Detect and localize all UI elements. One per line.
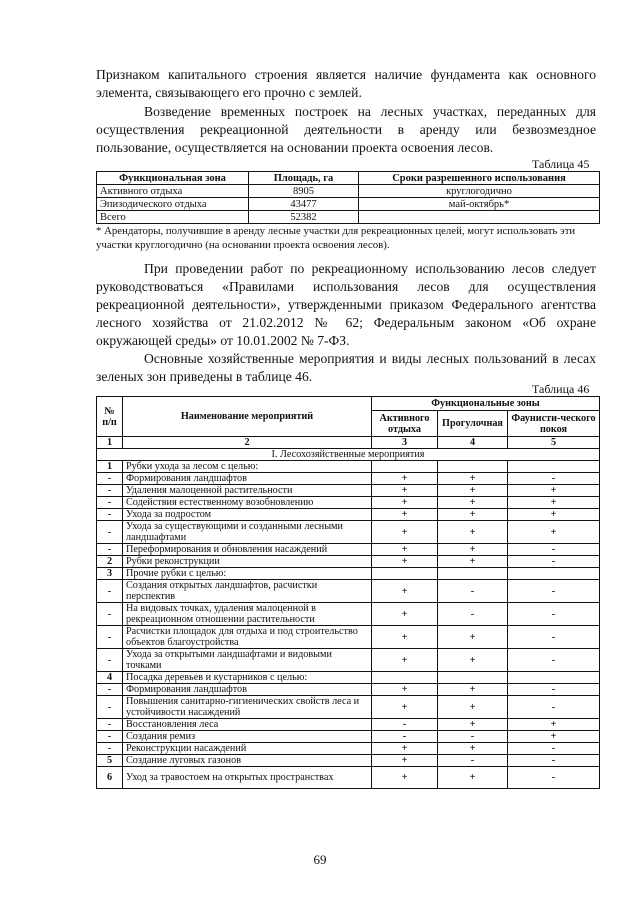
table46-mark-walking: + xyxy=(438,473,508,485)
table46-row-number: - xyxy=(97,603,123,626)
table46-row-name: Удаления малоценной растительности xyxy=(123,485,372,497)
table45-header-period: Сроки разрешенного использования xyxy=(359,172,600,185)
table46-mark-fauna: - xyxy=(508,580,600,603)
table45-area: 52382 xyxy=(249,211,359,224)
table46-mark-active: + xyxy=(372,743,438,755)
table46-row-number: 5 xyxy=(97,755,123,767)
table45-zone: Всего xyxy=(97,211,249,224)
table46-mark-walking: + xyxy=(438,767,508,789)
table46-row-name: Повышения санитарно-гигиенических свойств леса и устойчивости насаждений xyxy=(123,696,372,719)
table46-row xyxy=(97,649,600,672)
table46-mark-walking: + xyxy=(438,684,508,696)
table46-mark-active xyxy=(372,461,438,473)
table46-mark-active: + xyxy=(372,626,438,649)
table46-mark-fauna: - xyxy=(508,603,600,626)
table46-mark-walking: + xyxy=(438,509,508,521)
table46-mark-walking: + xyxy=(438,626,508,649)
table46-row-name: Восстановления леса xyxy=(123,719,372,731)
table45-row xyxy=(97,185,600,198)
table46-colnum: 4 xyxy=(438,437,508,449)
table45-header-area: Площадь, га xyxy=(249,172,359,185)
table46-mark-fauna xyxy=(508,461,600,473)
table46-caption: Таблица 46 xyxy=(532,382,590,396)
table46-colnum: 5 xyxy=(508,437,600,449)
table46-row xyxy=(97,603,600,626)
table45-header-row xyxy=(97,172,600,185)
table46-mark-fauna: - xyxy=(508,649,600,672)
table46-section-row xyxy=(97,449,600,461)
table46-row xyxy=(97,755,600,767)
table46-row xyxy=(97,521,600,544)
table46-row-name: Создания ремиз xyxy=(123,731,372,743)
table46-row-name: Ухода за подростом xyxy=(123,509,372,521)
table46-mark-fauna: + xyxy=(508,719,600,731)
table46-row xyxy=(97,731,600,743)
table46-mark-walking: + xyxy=(438,485,508,497)
table46-row xyxy=(97,473,600,485)
table46-section-title: I. Лесохозяйственные мероприятия xyxy=(97,449,600,461)
table46-mark-fauna: - xyxy=(508,626,600,649)
table46-mark-active: - xyxy=(372,719,438,731)
table46-row xyxy=(97,568,600,580)
table46-colnum-row xyxy=(97,437,600,449)
table46-row xyxy=(97,626,600,649)
table46-row xyxy=(97,509,600,521)
table46-row-number: - xyxy=(97,580,123,603)
table46-mark-fauna: + xyxy=(508,509,600,521)
table46-mark-walking: + xyxy=(438,521,508,544)
table-45 xyxy=(96,171,600,224)
table46-row-number: - xyxy=(97,473,123,485)
table46-mark-active: + xyxy=(372,649,438,672)
table46-row-number: 2 xyxy=(97,556,123,568)
table46-header-zones: Функциональные зоны xyxy=(372,397,600,411)
table46-row-name: Создания открытых ландшафтов, расчистки перспектив xyxy=(123,580,372,603)
table46-header-name: Наименование мероприятий xyxy=(123,397,372,437)
table46-row-name: Формирования ландшафтов xyxy=(123,473,372,485)
table46-mark-active: + xyxy=(372,509,438,521)
table46-row-name: На видовых точках, удаления малоценной в рекреационном отношении растительности xyxy=(123,603,372,626)
table46-row xyxy=(97,485,600,497)
table46-row-number: - xyxy=(97,719,123,731)
table46-mark-active: + xyxy=(372,497,438,509)
table46-row-name: Содействия естественному возобновлению xyxy=(123,497,372,509)
table45-area: 43477 xyxy=(249,198,359,211)
table46-row-name: Формирования ландшафтов xyxy=(123,684,372,696)
table46-mark-walking xyxy=(438,672,508,684)
table46-mark-walking: - xyxy=(438,603,508,626)
table-46 xyxy=(96,396,600,789)
table46-row xyxy=(97,696,600,719)
paragraph-temporary-buildings: Возведение временных построек на лесных участках, переданных для осуществления рекреационной деятельности в аренду или безвозмездное пользование, осуществляется на основании проекта освоения лесов. xyxy=(96,104,596,155)
table46-row-name: Прочие рубки с целью: xyxy=(123,568,372,580)
table46-row-name: Расчистки площадок для отдыха и под строительство объектов благоустройства xyxy=(123,626,372,649)
table46-mark-active: + xyxy=(372,580,438,603)
paragraph-capital-structure: Признаком капитального строения является наличие фундамента как основного элемента, связывающего его прочно с землей. xyxy=(96,67,596,100)
table46-mark-fauna xyxy=(508,672,600,684)
table46-mark-active: + xyxy=(372,684,438,696)
table46-colnum: 3 xyxy=(372,437,438,449)
table46-colnum: 2 xyxy=(123,437,372,449)
table46-row xyxy=(97,497,600,509)
table46-mark-walking: - xyxy=(438,731,508,743)
table45-zone: Эпизодического отдыха xyxy=(97,198,249,211)
table46-row-number: - xyxy=(97,649,123,672)
table46-header-row xyxy=(97,397,600,411)
table46-colnum: 1 xyxy=(97,437,123,449)
table46-row-number: 3 xyxy=(97,568,123,580)
table46-mark-walking: + xyxy=(438,556,508,568)
table45-period xyxy=(359,211,600,224)
table46-row-number: 1 xyxy=(97,461,123,473)
table46-mark-fauna: - xyxy=(508,696,600,719)
table46-mark-active: - xyxy=(372,731,438,743)
table46-row-name: Ухода за открытыми ландшафтами и видовыми точками xyxy=(123,649,372,672)
table46-row-name: Ухода за существующими и созданными лесными ландшафтами xyxy=(123,521,372,544)
table46-mark-walking: + xyxy=(438,544,508,556)
table46-row-number: - xyxy=(97,509,123,521)
table46-mark-walking xyxy=(438,568,508,580)
table45-zone: Активного отдыха xyxy=(97,185,249,198)
table46-row xyxy=(97,743,600,755)
table46-mark-active: + xyxy=(372,556,438,568)
table46-mark-fauna: - xyxy=(508,743,600,755)
table45-period: май-октябрь* xyxy=(359,198,600,211)
table46-mark-walking: - xyxy=(438,755,508,767)
table45-row xyxy=(97,211,600,224)
table46-row xyxy=(97,767,600,789)
table46-row-name: Создание луговых газонов xyxy=(123,755,372,767)
table46-row xyxy=(97,461,600,473)
table46-row-number: - xyxy=(97,544,123,556)
table45-caption: Таблица 45 xyxy=(532,157,590,171)
table46-row-name: Уход за травостоем на открытых пространствах xyxy=(123,767,372,789)
table46-row-name: Рубки ухода за лесом с целью: xyxy=(123,461,372,473)
table46-mark-active: + xyxy=(372,755,438,767)
table46-row-name: Посадка деревьев и кустарников с целью: xyxy=(123,672,372,684)
table46-header-active: Активного отдыха xyxy=(372,411,438,437)
table46-mark-active: + xyxy=(372,473,438,485)
table45-area: 8905 xyxy=(249,185,359,198)
table46-mark-fauna: + xyxy=(508,521,600,544)
table45-footnote: * Арендаторы, получившие в аренду лесные участки для рекреационных целей, могут использовать эти участки круглогодично (на основании проекта освоения лесов). xyxy=(96,225,576,251)
table46-row xyxy=(97,556,600,568)
table46-mark-fauna: - xyxy=(508,684,600,696)
table46-mark-walking: + xyxy=(438,696,508,719)
table46-row-name: Рубки реконструкции xyxy=(123,556,372,568)
table46-mark-fauna: - xyxy=(508,473,600,485)
table46-mark-active: + xyxy=(372,485,438,497)
table46-header-walking: Прогулочная xyxy=(438,411,508,437)
table46-mark-fauna xyxy=(508,568,600,580)
table46-row-number: - xyxy=(97,743,123,755)
table46-row-number: - xyxy=(97,626,123,649)
paragraph-table46-intro: Основные хозяйственные мероприятия и виды лесных пользований в лесах зеленых зон приведены в таблице 46. xyxy=(96,351,596,384)
table46-mark-fauna: - xyxy=(508,767,600,789)
table46-mark-fauna: + xyxy=(508,485,600,497)
table46-mark-active: + xyxy=(372,696,438,719)
table46-row-number: - xyxy=(97,731,123,743)
table45-header-zone: Функциональная зона xyxy=(97,172,249,185)
table46-mark-active: + xyxy=(372,767,438,789)
table46-row-number: 6 xyxy=(97,767,123,789)
table46-mark-walking: + xyxy=(438,743,508,755)
table46-row xyxy=(97,580,600,603)
table46-row-number: - xyxy=(97,684,123,696)
table46-mark-active xyxy=(372,672,438,684)
table46-mark-active: + xyxy=(372,521,438,544)
table46-mark-walking: - xyxy=(438,580,508,603)
table46-row-number: - xyxy=(97,497,123,509)
table46-row-name: Переформирования и обновления насаждений xyxy=(123,544,372,556)
table46-row-number: - xyxy=(97,696,123,719)
table45-row xyxy=(97,198,600,211)
table46-mark-active xyxy=(372,568,438,580)
table46-mark-walking: + xyxy=(438,497,508,509)
table45-period: круглогодично xyxy=(359,185,600,198)
table46-row-number: 4 xyxy=(97,672,123,684)
table46-header-fauna: Фаунисти-ческого покоя xyxy=(508,411,600,437)
table46-header-num: № п/п xyxy=(97,397,123,437)
table46-mark-fauna: + xyxy=(508,731,600,743)
table46-row-number: - xyxy=(97,521,123,544)
table46-row xyxy=(97,684,600,696)
page-number: 69 xyxy=(313,852,327,867)
table46-body xyxy=(97,461,600,789)
table46-mark-walking: + xyxy=(438,649,508,672)
table46-row-name: Реконструкции насаждений xyxy=(123,743,372,755)
table46-mark-fauna: + xyxy=(508,497,600,509)
table46-mark-fauna: - xyxy=(508,556,600,568)
table46-row xyxy=(97,544,600,556)
table46-row xyxy=(97,672,600,684)
table46-mark-fauna: - xyxy=(508,755,600,767)
table46-row-number: - xyxy=(97,485,123,497)
table46-mark-walking xyxy=(438,461,508,473)
paragraph-rules: При проведении работ по рекреационному использованию лесов следует руководствоваться «Правилами использования лесов для осуществления рекреационной деятельности», утвержденными приказом Федерального агентства лесного хозяйства от 21.02.2012 № 62; Федеральным законом «Об охране окружающей среды» от 10.01.2002 № 7-ФЗ. xyxy=(96,261,596,348)
table46-mark-fauna: - xyxy=(508,544,600,556)
table46-mark-walking: + xyxy=(438,719,508,731)
table46-mark-active: + xyxy=(372,603,438,626)
table46-row xyxy=(97,719,600,731)
table46-mark-active: + xyxy=(372,544,438,556)
